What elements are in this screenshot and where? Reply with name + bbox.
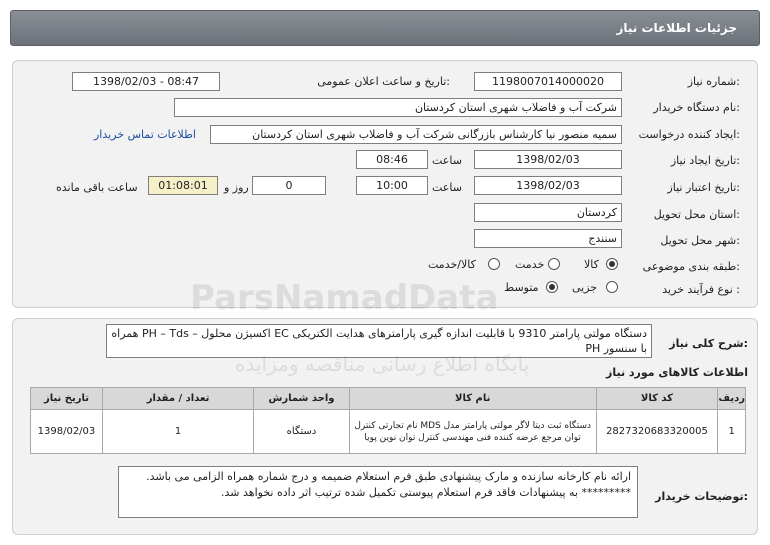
cell-need-date: 1398/02/03 [31,410,103,454]
cell-unit: دستگاه [254,410,350,454]
process-medium-label: متوسط [504,281,539,294]
category-both-label: کالا/خدمت [428,258,476,271]
announce-label: تاریخ و ساعت اعلان عمومی: [317,75,450,88]
cell-item-code: 2827320683320005 [596,410,718,454]
validity-date-field: 1398/02/03 [474,176,622,195]
created-time-field: 08:46 [356,150,428,169]
watermark-text: پایگاه اطلاع رسانی مناقصه ومزایده [235,352,530,376]
announce-field: 1398/02/03 - 08:47 [72,72,220,91]
col-row: ردیف [718,388,746,410]
creator-label: ایجاد کننده درخواست: [638,128,740,141]
process-minor-radio[interactable] [606,281,618,293]
cell-item-name: دستگاه ثبت دیتا لاگر مولتی پارامتر مدل MDS نام تجارتی کنترل توان مرجع عرضه کننده فنی مهندسی کنترل توان نوین پویا [349,410,596,454]
validity-time-label: ساعت [432,181,462,194]
buyer-notes-field: ارائه نام کارخانه سازنده و مارک پیشنهادی طبق فرم استعلام ضمیمه و درج شماره همراه الزامی می باشد. ********* به پیشنهادات فاقد فرم استعلام پیوستی تکمیل شده ترتیب اثر داده نخواهد شد. [118,466,638,518]
page-title: جزئیات اطلاعات نیاز [616,21,737,35]
days-label: روز و [224,181,249,194]
remaining-time-field: 01:08:01 [148,176,218,195]
process-minor-label: جزیی [572,281,598,294]
category-goods-radio[interactable] [606,258,618,270]
col-unit: واحد شمارش [254,388,350,410]
process-label: نوع فرآیند خرید : [662,283,740,296]
buyer-field: شرکت آب و فاضلاب شهری استان کردستان [174,98,622,117]
days-field: 0 [252,176,326,195]
table-header-row [31,388,746,410]
buyer-notes-label: توضیحات خریدار: [655,490,748,503]
col-item-name: نام کالا [349,388,596,410]
table-row [31,410,746,454]
need-number-field: 1198007014000020 [474,72,622,91]
created-date-label: تاریخ ایجاد نیاز: [670,154,740,167]
page-header [10,10,760,46]
col-need-date: تاریخ نیاز [31,388,103,410]
validity-date-label: تاریخ اعتبار نیاز: [667,181,740,194]
buyer-label: نام دستگاه خریدار: [653,101,740,114]
items-section-title: اطلاعات کالاهای مورد نیاز [606,366,748,379]
created-date-field: 1398/02/03 [474,150,622,169]
remaining-label: ساعت باقی مانده [56,181,138,194]
watermark: ParsNamadData [190,278,499,318]
province-label: استان محل تحویل: [653,208,740,221]
creator-field: سمیه منصور نیا کارشناس بازرگانی شرکت آب و فاضلاب شهری استان کردستان [210,125,622,144]
category-label: طبقه بندی موضوعی: [642,260,740,273]
category-service-radio[interactable] [548,258,560,270]
category-goods-label: کالا [584,258,599,271]
cell-quantity: 1 [102,410,253,454]
description-label: شرح کلی نیاز: [669,337,748,350]
need-number-label: شماره نیاز: [687,75,740,88]
created-time-label: ساعت [432,154,462,167]
col-quantity: تعداد / مقدار [102,388,253,410]
province-field: کردستان [474,203,622,222]
contact-info-link[interactable]: اطلاعات تماس خریدار [94,128,196,141]
city-field: سنندج [474,229,622,248]
col-item-code: کد کالا [596,388,718,410]
items-table [30,387,746,454]
validity-time-field: 10:00 [356,176,428,195]
city-label: شهر محل تحویل: [660,234,740,247]
category-service-label: خدمت [515,258,545,271]
category-both-radio[interactable] [488,258,500,270]
process-medium-radio[interactable] [546,281,558,293]
description-field: دستگاه مولتی پارامتر 9310 با قابلیت اندازه گیری پارامترهای هدایت الکتریکی EC اکسیژن محلول – PH – Tds همراه با سنسور PH [106,324,652,358]
cell-row: 1 [718,410,746,454]
